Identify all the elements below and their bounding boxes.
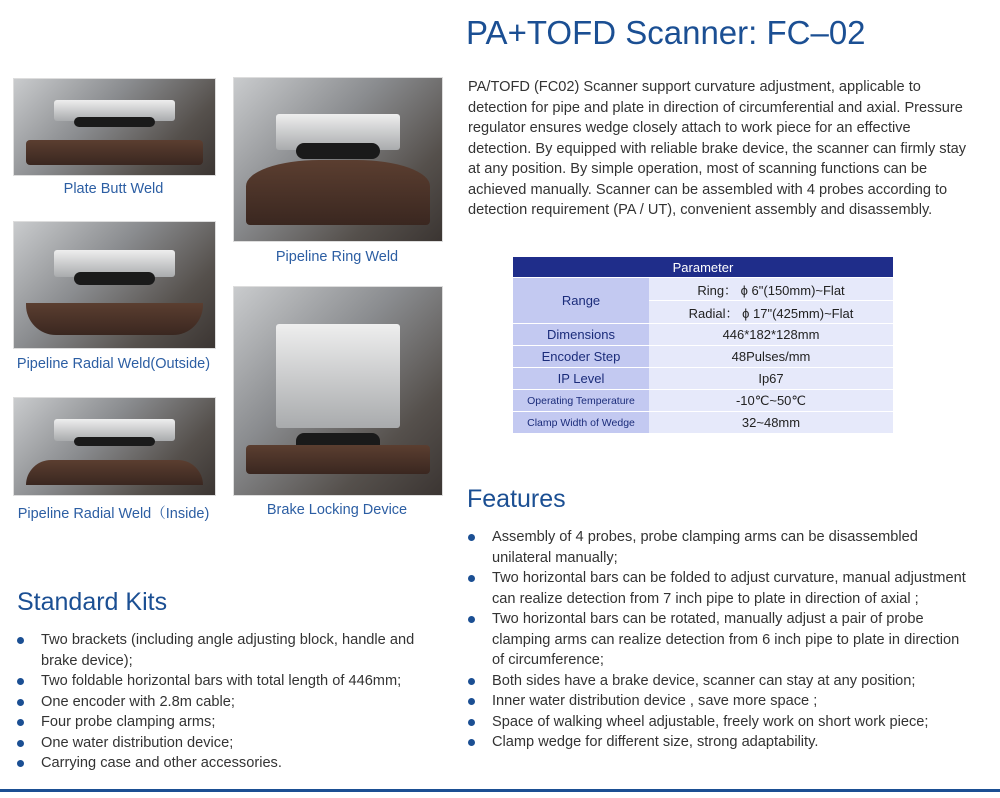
encoder-step-label: Encoder Step [513,346,649,367]
bullet-icon [468,698,475,705]
operating-temperature-label: Operating Temperature [513,390,649,411]
features-heading: Features [467,485,566,513]
list-item: One encoder with 2.8m cable; [15,692,440,713]
parameter-table [513,256,893,434]
bullet-icon [468,534,475,541]
bullet-icon [17,740,24,747]
standard-kits-heading: Standard Kits [17,588,168,616]
list-item: Assembly of 4 probes, probe clamping arms can be disassembled unilateral manually; [466,527,966,568]
ip-level-value: Ip67 [649,368,893,389]
range-ring-value: Ring： ϕ 6"(150mm)~Flat [649,278,893,300]
intro-paragraph: PA/TOFD (FC02) Scanner support curvature adjustment, applicable to detection for pipe and plate in direction of circumferential and axial. Pressure regulator ensures wedge closely attach to work piece for an effective detection. By equipped with reliable brake device, the scanner can firmly stay at any position. By simple operation, most of scanning functions can be achieved manually. Scanner can be assembled with 4 probes according to detection requirement (PA / UT), convenient assembly and disassembly. [468,79,967,218]
bullet-icon [17,760,24,767]
bullet-icon [17,719,24,726]
bullet-icon [468,616,475,623]
parameter-table-header: Parameter [513,257,893,277]
list-item: Space of walking wheel adjustable, freely work on short work piece; [466,712,966,733]
ip-level-label: IP Level [513,368,649,389]
bullet-icon [17,637,24,644]
radial-inside-caption: Pipeline Radial Weld（Inside) [17,506,210,522]
list-item: Carrying case and other accessories. [15,753,440,774]
bullet-icon [17,678,24,685]
list-item: Two brackets (including angle adjusting block, handle and brake device); [15,630,440,671]
bullet-icon [468,739,475,746]
dimensions-label: Dimensions [513,324,649,345]
brake-locking-photo [233,286,443,496]
clamp-width-label: Clamp Width of Wedge [513,412,649,433]
list-item: Two horizontal bars can be rotated, manually adjust a pair of probe clamping arms can realize detection from 6 inch pipe to plate in direction of circumference; [466,609,966,671]
pipeline-ring-weld-photo [233,77,443,242]
bullet-icon [468,719,475,726]
standard-kits-list [15,630,440,774]
list-item: Both sides have a brake device, scanner can stay at any position; [466,671,966,692]
bullet-icon [17,699,24,706]
range-label: Range [513,278,649,323]
encoder-step-value: 48Pulses/mm [649,346,893,367]
bullet-icon [468,678,475,685]
plate-butt-weld-caption: Plate Butt Weld [63,181,164,197]
range-radial-value: Radial： ϕ 17"(425mm)~Flat [649,301,893,323]
radial-inside-photo [13,397,216,496]
page-title: PA+TOFD Scanner: FC–02 [466,14,866,51]
list-item: Clamp wedge for different size, strong adaptability. [466,732,966,753]
radial-outside-photo [13,221,216,349]
list-item: Two foldable horizontal bars with total length of 446mm; [15,671,440,692]
features-list [466,527,966,753]
brake-locking-caption: Brake Locking Device [266,502,408,518]
list-item: One water distribution device; [15,733,440,754]
bullet-icon [468,575,475,582]
pipeline-ring-weld-caption: Pipeline Ring Weld [275,249,399,265]
list-item: Four probe clamping arms; [15,712,440,733]
radial-outside-caption: Pipeline Radial Weld(Outside) [16,356,211,372]
clamp-width-value: 32~48mm [649,412,893,433]
bottom-divider [0,789,1000,792]
plate-butt-weld-photo [13,78,216,176]
list-item: Inner water distribution device , save more space ; [466,691,966,712]
dimensions-value: 446*182*128mm [649,324,893,345]
list-item: Two horizontal bars can be folded to adjust curvature, manual adjustment can realize detection from 7 inch pipe to plate in direction of axial ; [466,568,966,609]
operating-temperature-value: -10℃~50℃ [649,390,893,411]
